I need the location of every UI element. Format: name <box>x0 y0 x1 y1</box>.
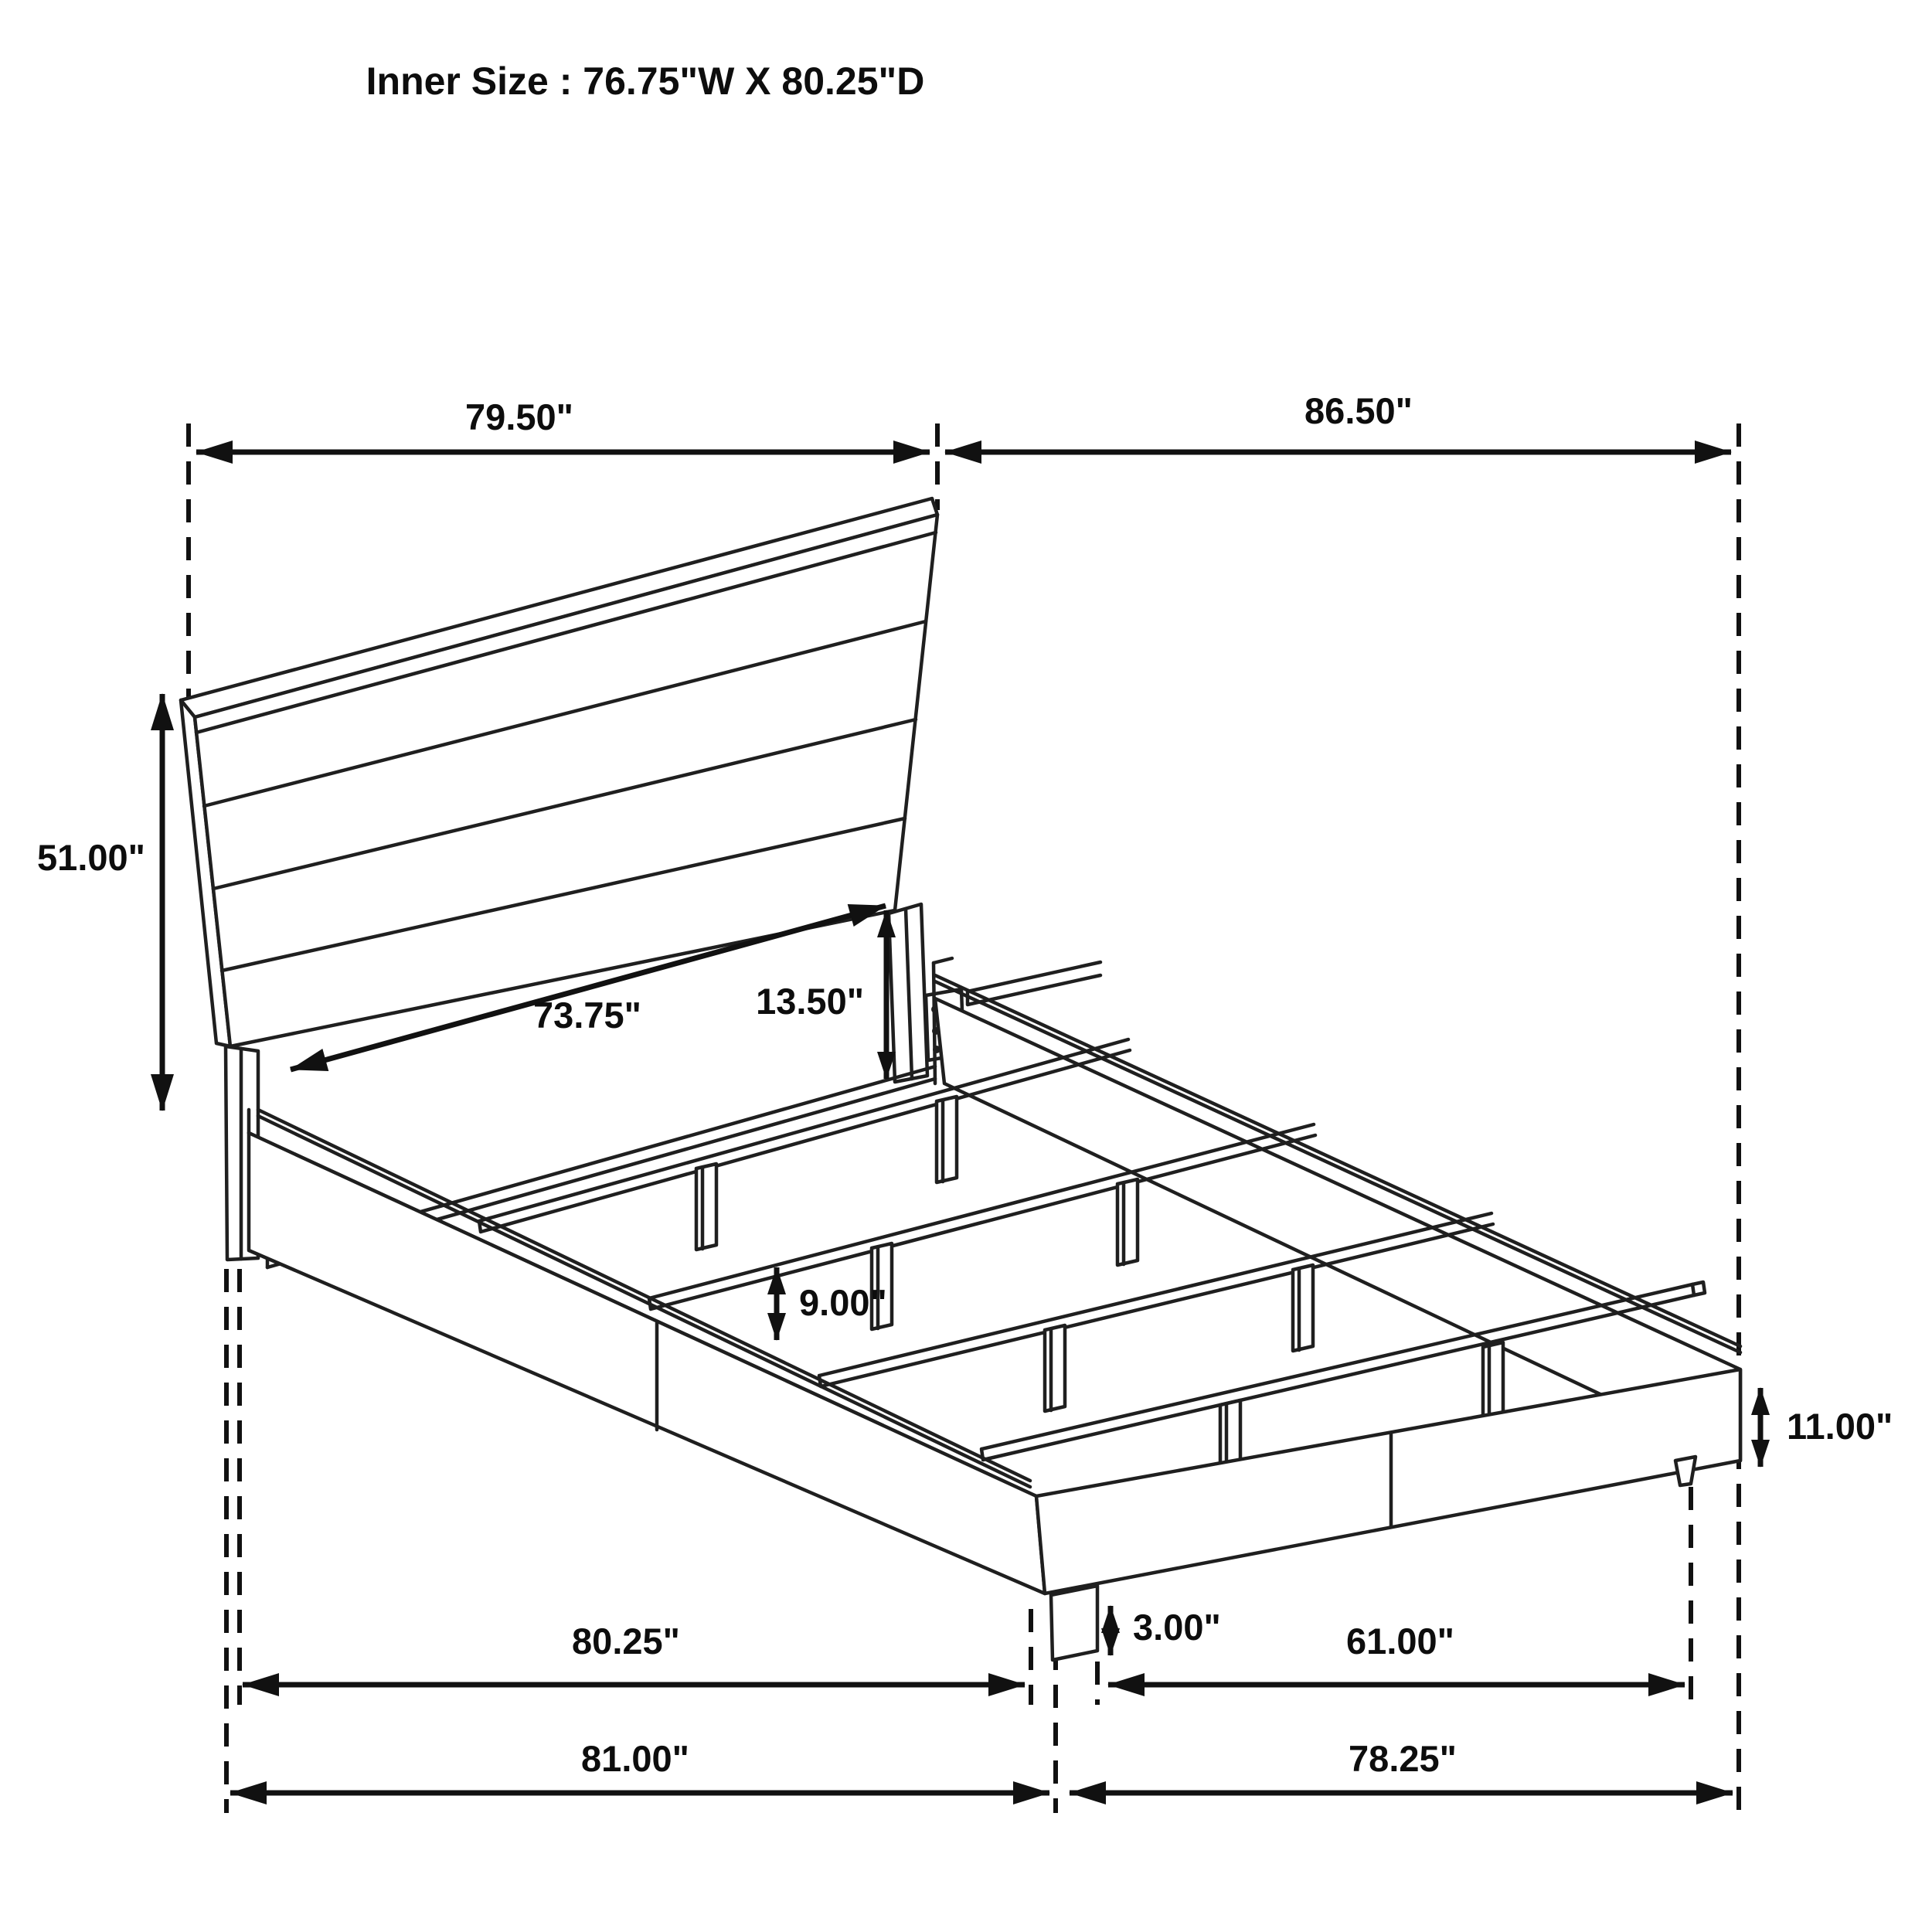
dimension-headboard-width <box>196 396 930 452</box>
svg-text:9.00": 9.00" <box>799 1282 887 1323</box>
svg-text:86.50": 86.50" <box>1304 390 1413 431</box>
dimension-base-length <box>243 1621 1025 1685</box>
svg-text:79.50": 79.50" <box>465 396 573 437</box>
dimension-headboard-height <box>37 694 162 1111</box>
svg-text:81.00": 81.00" <box>581 1738 689 1779</box>
bed-drawing <box>181 498 1740 1660</box>
svg-text:3.00": 3.00" <box>1133 1607 1221 1648</box>
svg-text:13.50": 13.50" <box>756 981 864 1022</box>
svg-text:78.25": 78.25" <box>1349 1738 1457 1779</box>
extension-lines <box>189 423 1739 1813</box>
dimension-rail-height <box>1760 1388 1893 1467</box>
svg-text:51.00": 51.00" <box>37 837 145 878</box>
headboard-panel <box>195 515 937 1046</box>
diagram-title: Inner Size : 76.75"W X 80.25"D <box>366 60 925 103</box>
dimension-side-overall <box>1070 1738 1733 1793</box>
dimension-frame-depth <box>945 390 1731 452</box>
dimension-overall-length <box>230 1738 1049 1793</box>
svg-text:80.25": 80.25" <box>572 1621 680 1662</box>
svg-text:73.75": 73.75" <box>533 995 641 1036</box>
svg-text:61.00": 61.00" <box>1346 1621 1454 1662</box>
svg-text:11.00": 11.00" <box>1787 1406 1893 1447</box>
dimension-floor-clearance <box>1111 1606 1221 1655</box>
platform-base <box>249 1133 1740 1594</box>
